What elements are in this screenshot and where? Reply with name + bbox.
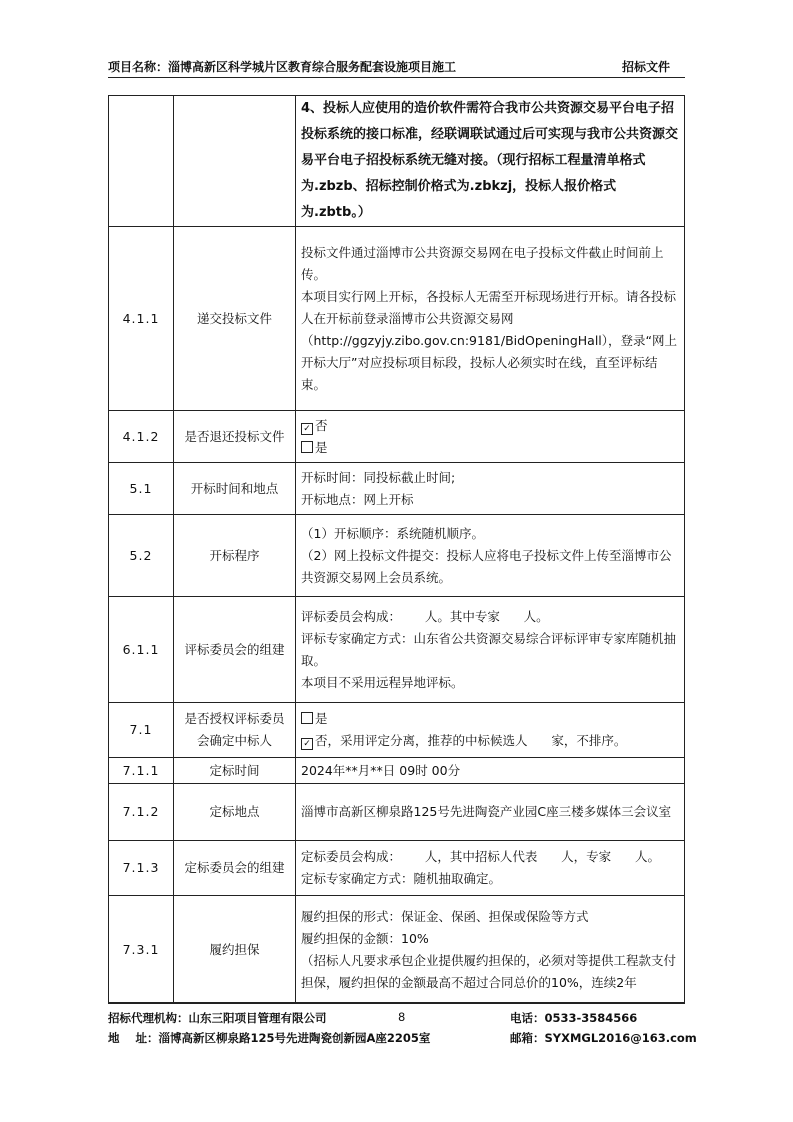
clause-content: 2024年**月**日 09时 00分 bbox=[296, 758, 685, 784]
footer-email: 邮箱：SYXMGL2016@163.com bbox=[510, 1031, 697, 1045]
table-row bbox=[109, 227, 685, 411]
content-line: （招标人凡要求承包企业提供履约担保的，必须对等提供工程款支付担保，履约担保的金额最高不超过合同总价的10%，连续2年 bbox=[301, 952, 677, 990]
content-line: 履约担保的金额：10% bbox=[301, 930, 429, 946]
clause-number: 7.1.1 bbox=[109, 758, 174, 784]
content-line: 履约担保的形式：保证金、保函、担保或保险等方式 bbox=[301, 908, 589, 924]
clause-name: 开标程序 bbox=[174, 515, 296, 597]
table-row bbox=[109, 597, 685, 703]
clause-name: 履约担保 bbox=[174, 896, 296, 1004]
clause-content bbox=[296, 515, 685, 597]
content-line: 开标时间：同投标截止时间; bbox=[301, 469, 456, 485]
content-line: 评标专家确定方式：山东省公共资源交易综合评标评审专家库随机抽取。 bbox=[301, 630, 677, 668]
content-line: （2）网上投标文件提交：投标人应将电子投标文件上传至淄博市公共资源交易网上会员系统。 bbox=[301, 547, 672, 585]
clause-number: 5.1 bbox=[109, 463, 174, 515]
table-row bbox=[109, 463, 685, 515]
clause-number: 7.3.1 bbox=[109, 896, 174, 1004]
clause-name: 定标地点 bbox=[174, 784, 296, 841]
clause-number: 6.1.1 bbox=[109, 597, 174, 703]
clause-name: 递交投标文件 bbox=[174, 227, 296, 411]
footer-address: 地 址：淄博高新区柳泉路125号先进陶瓷创新园A座2205室 bbox=[108, 1031, 431, 1045]
clause-number: 4.1.1 bbox=[109, 227, 174, 411]
footer-divider bbox=[108, 1002, 685, 1003]
clause-content bbox=[296, 227, 685, 411]
content-line: 定标专家确定方式：随机抽取确定。 bbox=[301, 871, 502, 886]
checkbox-empty-icon bbox=[301, 712, 313, 724]
clause-content bbox=[296, 411, 685, 463]
clause-content bbox=[296, 703, 685, 758]
clause-content bbox=[296, 841, 685, 896]
checkbox-empty-icon bbox=[301, 441, 313, 453]
clause-name bbox=[174, 96, 296, 227]
content-line: 评标委员会构成： 人。其中专家 人。 bbox=[301, 608, 549, 624]
footer-agency: 招标代理机构：山东三阳项目管理有限公司 bbox=[108, 1011, 327, 1025]
header-divider bbox=[108, 77, 685, 78]
clause-name: 是否退还投标文件 bbox=[174, 411, 296, 463]
bid-data-table bbox=[108, 95, 685, 1004]
clause-number: 7.1.3 bbox=[109, 841, 174, 896]
project-name: 项目名称：淄博高新区科学城片区教育综合服务配套设施项目施工 bbox=[108, 60, 457, 74]
footer-phone: 电话：0533-3584566 bbox=[510, 1011, 638, 1025]
clause-name: 是否授权评标委员会确定中标人 bbox=[174, 703, 296, 758]
page-header bbox=[108, 55, 688, 75]
clause-number: 7.1 bbox=[109, 703, 174, 758]
clause-content bbox=[296, 597, 685, 703]
clause-content bbox=[296, 896, 685, 1004]
clause-number bbox=[109, 96, 174, 227]
option-line: ✓ 否，采用评定分离，推荐的中标候选人 家，不排序。 bbox=[301, 730, 679, 752]
table-row bbox=[109, 411, 685, 463]
clause-name: 定标委员会的组建 bbox=[174, 841, 296, 896]
table-row bbox=[109, 784, 685, 841]
option-line: ✓ 否 bbox=[301, 415, 679, 437]
clause-name: 开标时间和地点 bbox=[174, 463, 296, 515]
table-row bbox=[109, 96, 685, 227]
clause-number: 7.1.2 bbox=[109, 784, 174, 841]
option-line: 是 bbox=[301, 437, 679, 459]
content-line: 开标地点：网上开标 bbox=[301, 491, 414, 507]
content-line: （1）开标顺序：系统随机顺序。 bbox=[301, 525, 484, 541]
clause-content bbox=[296, 463, 685, 515]
content-paragraph: 本项目实行网上开标，各投标人无需至开标现场进行开标。请各投标人在开标前登录淄博市公共资源交易网（http://ggzyjy.zibo.gov.cn:9181/BidOpeningHall），登录“网上开标大厅”对应投标项目标段，投标人必须实时在线，直至评标结束。 bbox=[301, 288, 677, 392]
table-row bbox=[109, 758, 685, 784]
checkbox-checked-icon: ✓ bbox=[301, 738, 313, 750]
table-row bbox=[109, 515, 685, 597]
content-paragraph: 投标文件通过淄博市公共资源交易网在电子投标文件截止时间前上传。 bbox=[301, 244, 664, 282]
content-line: 本项目不采用远程异地评标。 bbox=[301, 674, 464, 690]
option-line: 是 bbox=[301, 708, 679, 730]
clause-name: 评标委员会的组建 bbox=[174, 597, 296, 703]
document-type: 招标文件 bbox=[621, 60, 670, 74]
clause-number: 5.2 bbox=[109, 515, 174, 597]
clause-number: 4.1.2 bbox=[109, 411, 174, 463]
table-row bbox=[109, 703, 685, 758]
clause-content bbox=[296, 96, 685, 227]
checkbox-checked-icon: ✓ bbox=[301, 423, 313, 435]
content-line: 定标委员会构成： 人，其中招标人代表 人，专家 人。 bbox=[301, 849, 661, 864]
page-number: 8 bbox=[398, 1010, 406, 1024]
clause-name: 定标时间 bbox=[174, 758, 296, 784]
table-row bbox=[109, 841, 685, 896]
clause-content: 淄博市高新区柳泉路125号先进陶瓷产业园C座三楼多媒体三会议室 bbox=[296, 784, 685, 841]
table-row bbox=[109, 896, 685, 1004]
software-requirement: 4、投标人应使用的造价软件需符合我市公共资源交易平台电子招投标系统的接口标准，经联调联试通过后可实现与我市公共资源交易平台电子招投标系统无缝对接。（现行招标工程量清单格式为.zbzb、招标控制价格式为.zbkzj，投标人报价格式为.zbtb。） bbox=[301, 101, 679, 220]
